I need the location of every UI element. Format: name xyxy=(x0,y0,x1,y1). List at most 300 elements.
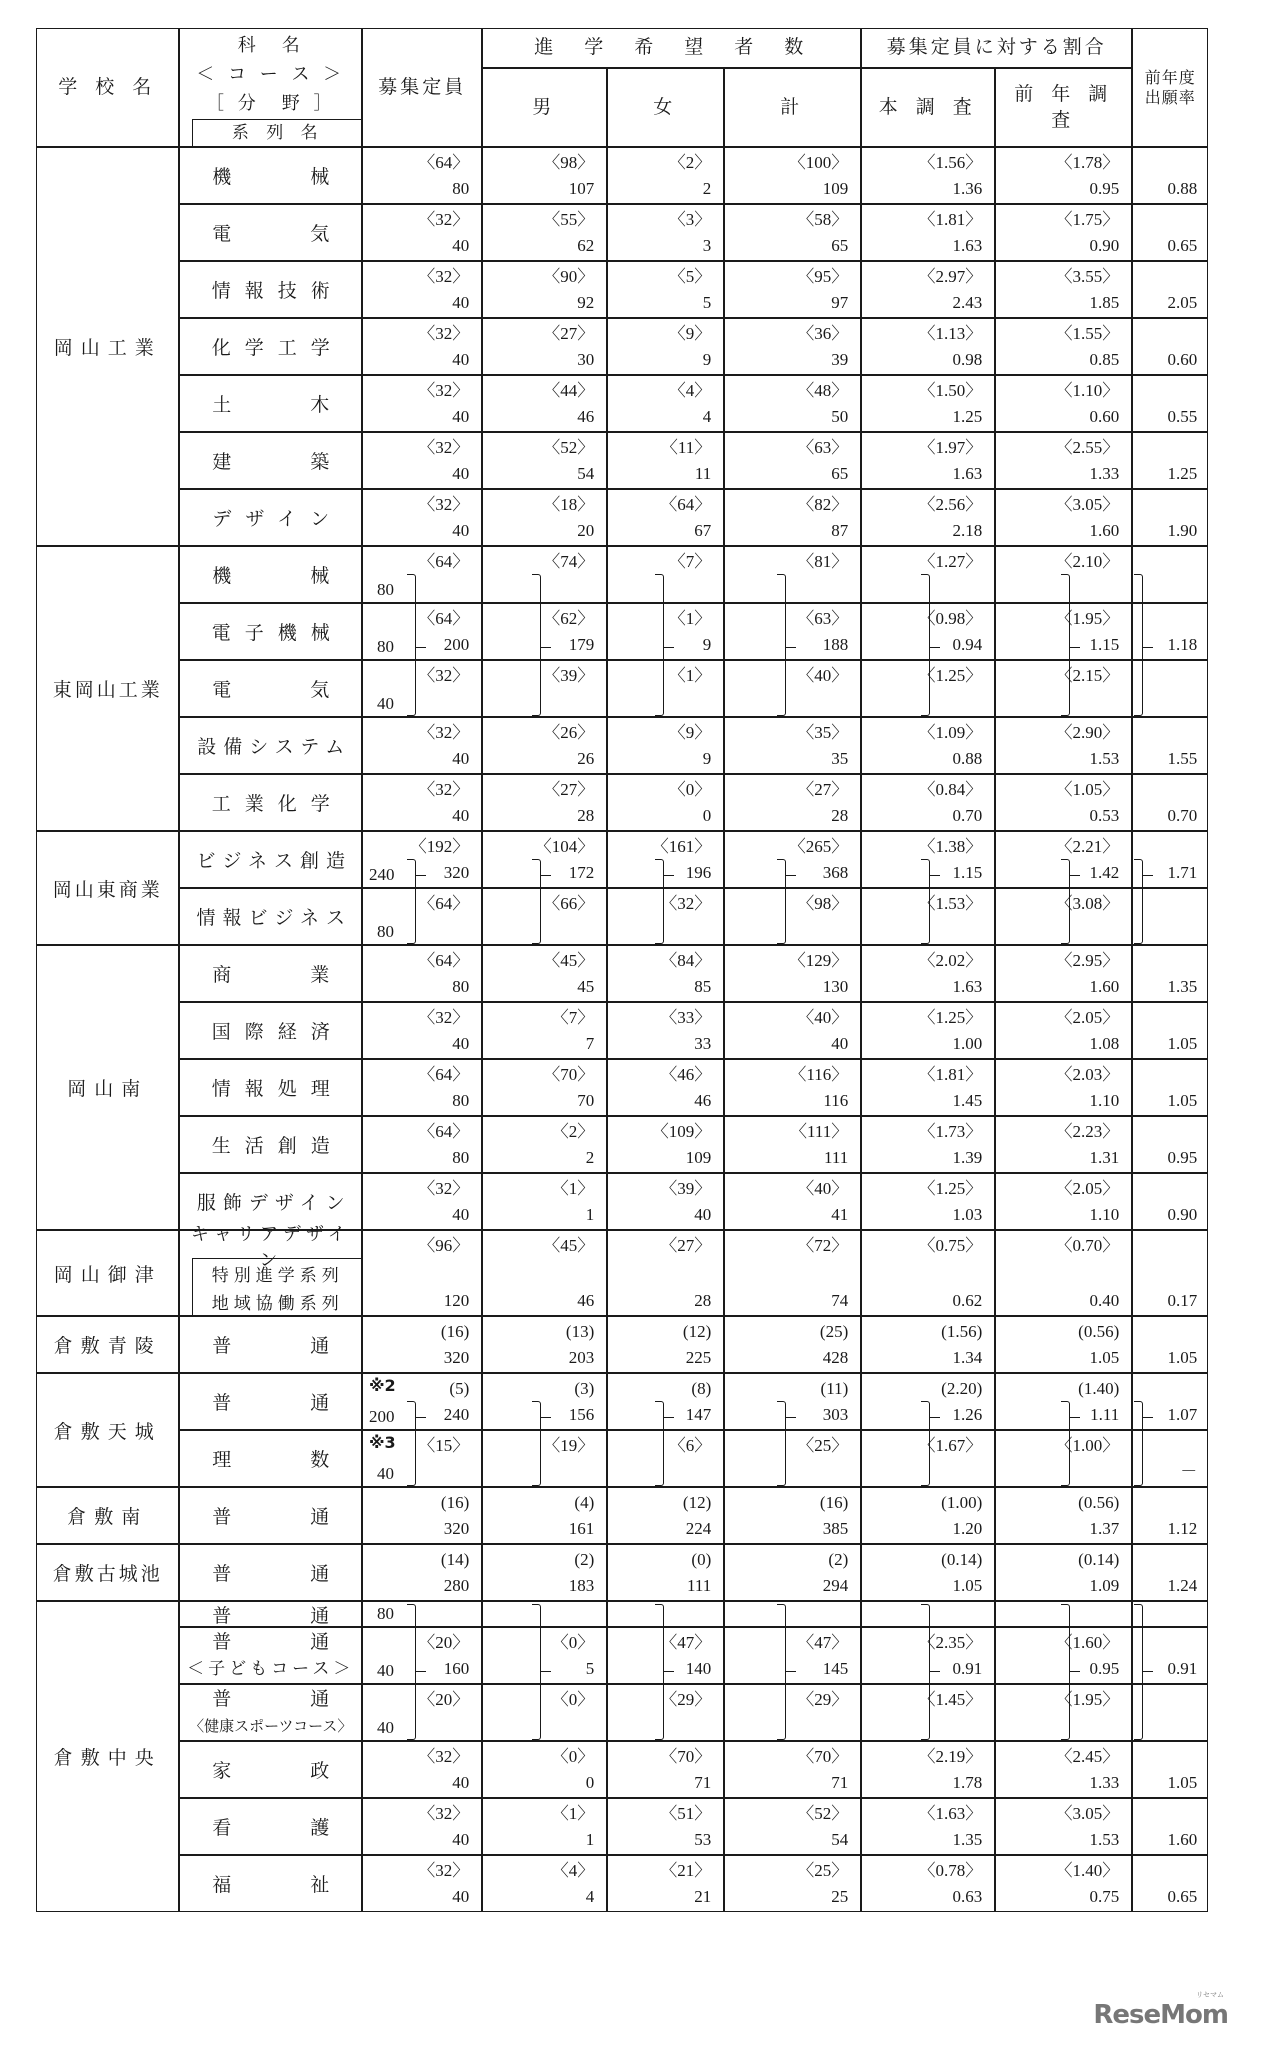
bracket-icon xyxy=(1134,859,1143,944)
prev-rate-cell xyxy=(1132,1173,1208,1230)
p-cell xyxy=(995,261,1132,318)
r-prev-value: (1.56) xyxy=(941,1322,983,1342)
prev-rate-value: 0.65 xyxy=(1167,236,1198,256)
t-value: 74 xyxy=(831,1291,849,1311)
f-prev-value: 〈1〉 xyxy=(668,666,712,686)
r-cell xyxy=(861,1741,995,1798)
p-cell xyxy=(995,1002,1132,1059)
course-name: 土 木 xyxy=(212,394,360,417)
cap-prev-value: (14) xyxy=(440,1550,470,1570)
cap-prev-value: (16) xyxy=(440,1322,470,1342)
t-value: 130 xyxy=(822,977,849,997)
p-value: 1.15 xyxy=(1089,635,1120,655)
t-value: 428 xyxy=(822,1348,849,1368)
m-value: 26 xyxy=(577,749,595,769)
r-value: 1.26 xyxy=(952,1405,983,1425)
r-value: 1.03 xyxy=(952,1205,983,1225)
prev-rate-value: 1.24 xyxy=(1167,1576,1198,1596)
t-value: 368 xyxy=(822,863,849,883)
prev-rate-value: 2.05 xyxy=(1167,293,1198,313)
prev-rate-value: 0.88 xyxy=(1167,179,1198,199)
r-cell xyxy=(861,147,995,204)
cap-sub-value: 40 xyxy=(377,1464,394,1483)
f-prev-value: 〈109〉 xyxy=(651,1122,712,1142)
t-cell xyxy=(724,261,861,318)
p-prev-value: 〈1.60〉 xyxy=(1055,1633,1120,1653)
p-prev-value: (0.56) xyxy=(1078,1322,1120,1342)
school-name: 岡山工業 xyxy=(53,337,162,360)
cap-prev-value: 〈64〉 xyxy=(418,609,470,629)
t-prev-value: 〈58〉 xyxy=(797,210,849,230)
p-value: 1.10 xyxy=(1089,1091,1120,1111)
t-cell xyxy=(724,1798,861,1855)
f-cell xyxy=(607,375,724,432)
t-cell xyxy=(724,147,861,204)
m-value: 70 xyxy=(577,1091,595,1111)
bracket-icon xyxy=(777,1401,786,1486)
cap-prev-value: 〈64〉 xyxy=(418,1122,470,1142)
m-value: 46 xyxy=(577,1291,595,1311)
cap-prev-value: 〈96〉 xyxy=(418,1236,470,1256)
course-cell xyxy=(179,1373,362,1430)
cap-cell xyxy=(362,774,482,831)
m-value: 107 xyxy=(568,179,595,199)
course-name: 普 通 xyxy=(212,1506,360,1529)
f-value: 4 xyxy=(702,407,712,427)
bracket-icon xyxy=(1061,859,1070,944)
p-prev-value: 〈1.55〉 xyxy=(1055,324,1120,344)
bracket-icon xyxy=(1061,1401,1070,1486)
note-mark: ※3 xyxy=(369,1433,396,1452)
bracket-tick xyxy=(416,1671,426,1672)
f-cell xyxy=(607,1601,724,1627)
cap-value: 120 xyxy=(443,1291,470,1311)
course-subname: 〈健康スポーツコース〉 xyxy=(189,1716,353,1735)
t-prev-value: 〈40〉 xyxy=(797,1179,849,1199)
r-prev-value: 〈1.45〉 xyxy=(918,1690,983,1710)
r-prev-value: 〈1.73〉 xyxy=(918,1122,983,1142)
bracket-icon xyxy=(655,1604,664,1740)
p-prev-value: 〈2.45〉 xyxy=(1055,1747,1120,1767)
t-prev-value: 〈100〉 xyxy=(788,153,849,173)
p-prev-value: 〈2.90〉 xyxy=(1055,723,1120,743)
t-value: 35 xyxy=(831,749,849,769)
bracket-icon xyxy=(1134,1604,1143,1740)
f-value: 2 xyxy=(702,179,712,199)
p-value: 0.53 xyxy=(1089,806,1120,826)
t-value: 145 xyxy=(822,1659,849,1679)
header-applicants-label: 進 学 希 望 者 数 xyxy=(534,36,810,59)
r-cell xyxy=(861,204,995,261)
p-cell xyxy=(995,1798,1132,1855)
r-value: 1.34 xyxy=(952,1348,983,1368)
cap-value: 40 xyxy=(452,1773,470,1793)
m-value: 4 xyxy=(585,1887,595,1907)
f-prev-value: 〈7〉 xyxy=(668,552,712,572)
prev-rate-value: 0.95 xyxy=(1167,1148,1198,1168)
prev-rate-cell xyxy=(1132,1002,1208,1059)
cap-value: 40 xyxy=(452,350,470,370)
prev-rate-cell xyxy=(1132,945,1208,1002)
course-cell xyxy=(179,717,362,774)
p-prev-value: 〈2.10〉 xyxy=(1055,552,1120,572)
p-cell xyxy=(995,432,1132,489)
course-name: 設備システム xyxy=(197,736,352,759)
t-cell xyxy=(724,660,861,717)
p-cell xyxy=(995,1230,1132,1316)
cap-value: 240 xyxy=(443,1405,470,1425)
cap-prev-value: 〈32〉 xyxy=(418,666,470,686)
t-prev-value: 〈25〉 xyxy=(797,1861,849,1881)
f-prev-value: (12) xyxy=(682,1493,712,1513)
prev-rate-cell xyxy=(1132,774,1208,831)
header-prev-rate-line: 前年度 xyxy=(1144,67,1196,87)
school-cell xyxy=(36,945,179,1230)
prev-rate-value: 0.90 xyxy=(1167,1205,1198,1225)
course-cell xyxy=(179,660,362,717)
cap-prev-value: 〈64〉 xyxy=(418,153,470,173)
m-prev-value: 〈39〉 xyxy=(543,666,595,686)
p-prev-value: 〈2.05〉 xyxy=(1055,1179,1120,1199)
prev-rate-value: 0.91 xyxy=(1167,1659,1198,1679)
t-cell xyxy=(724,1059,861,1116)
bracket-tick xyxy=(416,875,426,876)
bracket-icon xyxy=(921,574,930,716)
m-cell xyxy=(482,204,607,261)
prev-rate-value: 0.70 xyxy=(1167,806,1198,826)
t-value: 71 xyxy=(831,1773,849,1793)
r-prev-value: 〈2.35〉 xyxy=(918,1633,983,1653)
course-cell xyxy=(179,945,362,1002)
cap-value: 40 xyxy=(452,1887,470,1907)
p-cell xyxy=(995,1487,1132,1544)
bracket-tick xyxy=(786,875,796,876)
t-prev-value: 〈63〉 xyxy=(797,609,849,629)
t-prev-value: 〈63〉 xyxy=(797,438,849,458)
cap-prev-value: (16) xyxy=(440,1493,470,1513)
m-value: 20 xyxy=(577,521,595,541)
header-total-label: 計 xyxy=(780,95,806,118)
r-cell xyxy=(861,318,995,375)
p-prev-value: 〈2.15〉 xyxy=(1055,666,1120,686)
header-applicants xyxy=(482,28,861,68)
cap-prev-value: 〈64〉 xyxy=(418,951,470,971)
m-value: 54 xyxy=(577,464,595,484)
r-prev-value: 〈1.27〉 xyxy=(918,552,983,572)
r-value: 1.05 xyxy=(952,1576,983,1596)
prev-rate-value: － xyxy=(1180,1462,1198,1482)
prev-rate-cell xyxy=(1132,831,1208,888)
r-prev-value: 〈2.02〉 xyxy=(918,951,983,971)
cap-value: 40 xyxy=(452,1830,470,1850)
m-prev-value: 〈27〉 xyxy=(543,780,595,800)
school-name: 倉敷天城 xyxy=(53,1420,162,1443)
f-prev-value: 〈1〉 xyxy=(668,609,712,629)
m-value: 2 xyxy=(585,1148,595,1168)
course-name: 理 数 xyxy=(212,1449,360,1472)
course-cell xyxy=(179,831,362,888)
t-cell xyxy=(724,1002,861,1059)
t-prev-value: (25) xyxy=(819,1322,849,1342)
cap-value: 320 xyxy=(443,1348,470,1368)
header-this-survey xyxy=(861,68,995,147)
m-prev-value: 〈44〉 xyxy=(543,381,595,401)
r-value: 0.91 xyxy=(952,1659,983,1679)
p-cell xyxy=(995,147,1132,204)
t-prev-value: 〈82〉 xyxy=(797,495,849,515)
m-cell xyxy=(482,945,607,1002)
cap-value: 280 xyxy=(443,1576,470,1596)
r-prev-value: 〈0.84〉 xyxy=(918,780,983,800)
t-prev-value: 〈47〉 xyxy=(797,1633,849,1653)
f-cell xyxy=(607,546,724,603)
prev-rate-cell xyxy=(1132,147,1208,204)
f-cell xyxy=(607,888,724,945)
school-cell xyxy=(36,831,179,945)
logo-kana: リセマム xyxy=(1196,1991,1224,1999)
f-prev-value: 〈3〉 xyxy=(668,210,712,230)
prev-rate-cell xyxy=(1132,888,1208,945)
r-value: 1.35 xyxy=(952,1830,983,1850)
t-value: 39 xyxy=(831,350,849,370)
bracket-icon xyxy=(407,1604,416,1740)
f-value: 140 xyxy=(685,1659,712,1679)
t-prev-value: 〈29〉 xyxy=(797,1690,849,1710)
p-value: 1.85 xyxy=(1089,293,1120,313)
r-prev-value: 〈1.38〉 xyxy=(918,837,983,857)
header-school-label: 学 校 名 xyxy=(58,75,158,98)
t-value: 294 xyxy=(822,1576,849,1596)
m-cell xyxy=(482,1173,607,1230)
cap-value: 40 xyxy=(452,236,470,256)
t-cell xyxy=(724,1544,861,1601)
header-series-label: 系 列 名 xyxy=(231,123,324,144)
bracket-tick xyxy=(1143,1671,1153,1672)
prev-rate-value: 1.05 xyxy=(1167,1091,1198,1111)
f-cell xyxy=(607,261,724,318)
r-prev-value: 〈1.97〉 xyxy=(918,438,983,458)
f-value: 196 xyxy=(685,863,712,883)
f-prev-value: 〈6〉 xyxy=(668,1436,712,1456)
header-capacity xyxy=(362,28,482,147)
m-prev-value: 〈1〉 xyxy=(551,1179,595,1199)
header-this-survey-label: 本 調 査 xyxy=(878,95,978,118)
r-value: 1.63 xyxy=(952,236,983,256)
m-prev-value: 〈1〉 xyxy=(551,1804,595,1824)
m-prev-value: 〈4〉 xyxy=(551,1861,595,1881)
cap-cell xyxy=(362,1002,482,1059)
cap-prev-value: 〈20〉 xyxy=(418,1633,470,1653)
f-value: 28 xyxy=(694,1291,712,1311)
cap-prev-value: 〈32〉 xyxy=(418,267,470,287)
school-cell xyxy=(36,1373,179,1487)
course-cell xyxy=(179,1224,362,1316)
p-value: 1.53 xyxy=(1089,1830,1120,1850)
header-school xyxy=(36,28,179,147)
bracket-tick xyxy=(1143,647,1153,648)
p-prev-value: 〈2.23〉 xyxy=(1055,1122,1120,1142)
f-prev-value: 〈64〉 xyxy=(660,495,712,515)
series-name: 地域協働系列 xyxy=(211,1293,344,1314)
p-prev-value: 〈3.55〉 xyxy=(1055,267,1120,287)
prev-rate-cell xyxy=(1132,1487,1208,1544)
f-cell xyxy=(607,603,724,660)
cap-cell xyxy=(362,945,482,1002)
r-prev-value: 〈2.97〉 xyxy=(918,267,983,287)
r-value: 0.88 xyxy=(952,749,983,769)
course-name: 電 気 xyxy=(212,679,360,702)
f-prev-value: 〈161〉 xyxy=(651,837,712,857)
course-cell xyxy=(179,546,362,603)
p-prev-value: 〈1.78〉 xyxy=(1055,153,1120,173)
cap-prev-value: 〈15〉 xyxy=(418,1436,470,1456)
p-value: 1.60 xyxy=(1089,521,1120,541)
prev-rate-cell xyxy=(1132,261,1208,318)
prev-rate-value: 1.05 xyxy=(1167,1034,1198,1054)
m-prev-value: 〈7〉 xyxy=(551,1008,595,1028)
p-prev-value: 〈1.05〉 xyxy=(1055,780,1120,800)
p-cell xyxy=(995,1173,1132,1230)
f-prev-value: 〈27〉 xyxy=(660,1236,712,1256)
r-value: 1.00 xyxy=(952,1034,983,1054)
f-value: 21 xyxy=(694,1887,712,1907)
cap-sub-value: 40 xyxy=(377,1661,394,1680)
f-prev-value: 〈9〉 xyxy=(668,723,712,743)
bracket-tick xyxy=(541,1671,551,1672)
t-prev-value: 〈72〉 xyxy=(797,1236,849,1256)
r-value: 1.20 xyxy=(952,1519,983,1539)
r-cell xyxy=(861,774,995,831)
f-prev-value: 〈9〉 xyxy=(668,324,712,344)
m-cell xyxy=(482,1116,607,1173)
p-value: 1.11 xyxy=(1090,1405,1120,1425)
f-cell xyxy=(607,1373,724,1430)
m-value: 1 xyxy=(585,1830,595,1850)
t-cell xyxy=(724,1741,861,1798)
t-prev-value: 〈265〉 xyxy=(788,837,849,857)
m-cell xyxy=(482,375,607,432)
p-value: 1.42 xyxy=(1089,863,1120,883)
r-prev-value: 〈1.67〉 xyxy=(918,1436,983,1456)
m-prev-value: 〈98〉 xyxy=(543,153,595,173)
p-prev-value: 〈1.10〉 xyxy=(1055,381,1120,401)
school-name: 岡山御津 xyxy=(53,1263,162,1286)
m-prev-value: 〈0〉 xyxy=(551,1690,595,1710)
header-course xyxy=(179,28,362,147)
m-value: 183 xyxy=(568,1576,595,1596)
m-value: 28 xyxy=(577,806,595,826)
header-course-line: ［ 分 野 ］ xyxy=(206,93,336,115)
f-cell xyxy=(607,717,724,774)
course-name: 普 通 xyxy=(212,1563,360,1586)
f-cell xyxy=(607,1430,724,1487)
r-value: 1.39 xyxy=(952,1148,983,1168)
r-cell xyxy=(861,432,995,489)
f-prev-value: (8) xyxy=(691,1379,712,1399)
bracket-icon xyxy=(655,859,664,944)
school-name: 東岡山工業 xyxy=(52,679,163,702)
prev-rate-value: 1.60 xyxy=(1167,1830,1198,1850)
cap-prev-value: 〈32〉 xyxy=(418,1747,470,1767)
prev-rate-value: 0.17 xyxy=(1167,1291,1198,1311)
m-cell xyxy=(482,1798,607,1855)
r-cell xyxy=(861,1487,995,1544)
prev-rate-cell xyxy=(1132,603,1208,660)
m-prev-value: 〈0〉 xyxy=(551,1633,595,1653)
prev-rate-cell xyxy=(1132,717,1208,774)
f-prev-value: 〈46〉 xyxy=(660,1065,712,1085)
m-cell xyxy=(482,1627,607,1684)
m-prev-value: 〈27〉 xyxy=(543,324,595,344)
t-value: 87 xyxy=(831,521,849,541)
t-value: 385 xyxy=(822,1519,849,1539)
m-value: 156 xyxy=(568,1405,595,1425)
p-cell xyxy=(995,204,1132,261)
p-prev-value: 〈3.05〉 xyxy=(1055,495,1120,515)
course-cell xyxy=(179,603,362,660)
cap-sub-value: 80 xyxy=(377,922,394,941)
r-prev-value: 〈1.81〉 xyxy=(918,1065,983,1085)
cap-cell xyxy=(362,261,482,318)
m-cell xyxy=(482,432,607,489)
m-cell xyxy=(482,1430,607,1487)
r-prev-value: 〈1.25〉 xyxy=(918,666,983,686)
t-value: 65 xyxy=(831,236,849,256)
cap-value: 80 xyxy=(452,1148,470,1168)
cap-value: 200 xyxy=(443,635,470,655)
cap-prev-value: (5) xyxy=(449,1379,470,1399)
m-cell xyxy=(482,261,607,318)
f-prev-value: 〈39〉 xyxy=(660,1179,712,1199)
cap-prev-value: 〈32〉 xyxy=(418,1008,470,1028)
header-female-label: 女 xyxy=(653,95,679,118)
r-cell xyxy=(861,1316,995,1373)
prev-rate-value: 1.18 xyxy=(1167,635,1198,655)
f-cell xyxy=(607,1741,724,1798)
course-name: 普 通 xyxy=(212,1604,360,1627)
f-value: 0 xyxy=(702,806,712,826)
r-value: 1.63 xyxy=(952,977,983,997)
bracket-tick xyxy=(664,875,674,876)
t-value: 40 xyxy=(831,1034,849,1054)
prev-rate-value: 1.90 xyxy=(1167,521,1198,541)
m-cell xyxy=(482,1855,607,1912)
header-prev-survey-label: 前 年 調 査 xyxy=(1014,83,1114,131)
resemom-logo xyxy=(1093,1991,1228,2030)
r-value: 0.70 xyxy=(952,806,983,826)
r-prev-value: 〈0.78〉 xyxy=(918,1861,983,1881)
header-capacity-label: 募集定員 xyxy=(378,75,467,98)
f-value: 224 xyxy=(685,1519,712,1539)
course-name: デザイン xyxy=(212,508,344,531)
m-prev-value: 〈70〉 xyxy=(543,1065,595,1085)
t-cell xyxy=(724,318,861,375)
header-ratio-label: 募集定員に対する割合 xyxy=(886,36,1107,59)
t-cell xyxy=(724,1627,861,1684)
header-course-line: 科 名 xyxy=(237,35,304,57)
p-prev-value: 〈1.75〉 xyxy=(1055,210,1120,230)
p-value: 1.10 xyxy=(1089,1205,1120,1225)
bracket-icon xyxy=(407,1401,416,1486)
t-cell xyxy=(724,1373,861,1430)
course-subname: ＜子どもコース＞ xyxy=(187,1658,355,1679)
r-value: 1.63 xyxy=(952,464,983,484)
school-name: 倉敷中央 xyxy=(53,1747,162,1770)
cap-prev-value: 〈20〉 xyxy=(418,1690,470,1710)
school-cell xyxy=(36,1487,179,1544)
m-value: 161 xyxy=(568,1519,595,1539)
m-prev-value: 〈18〉 xyxy=(543,495,595,515)
